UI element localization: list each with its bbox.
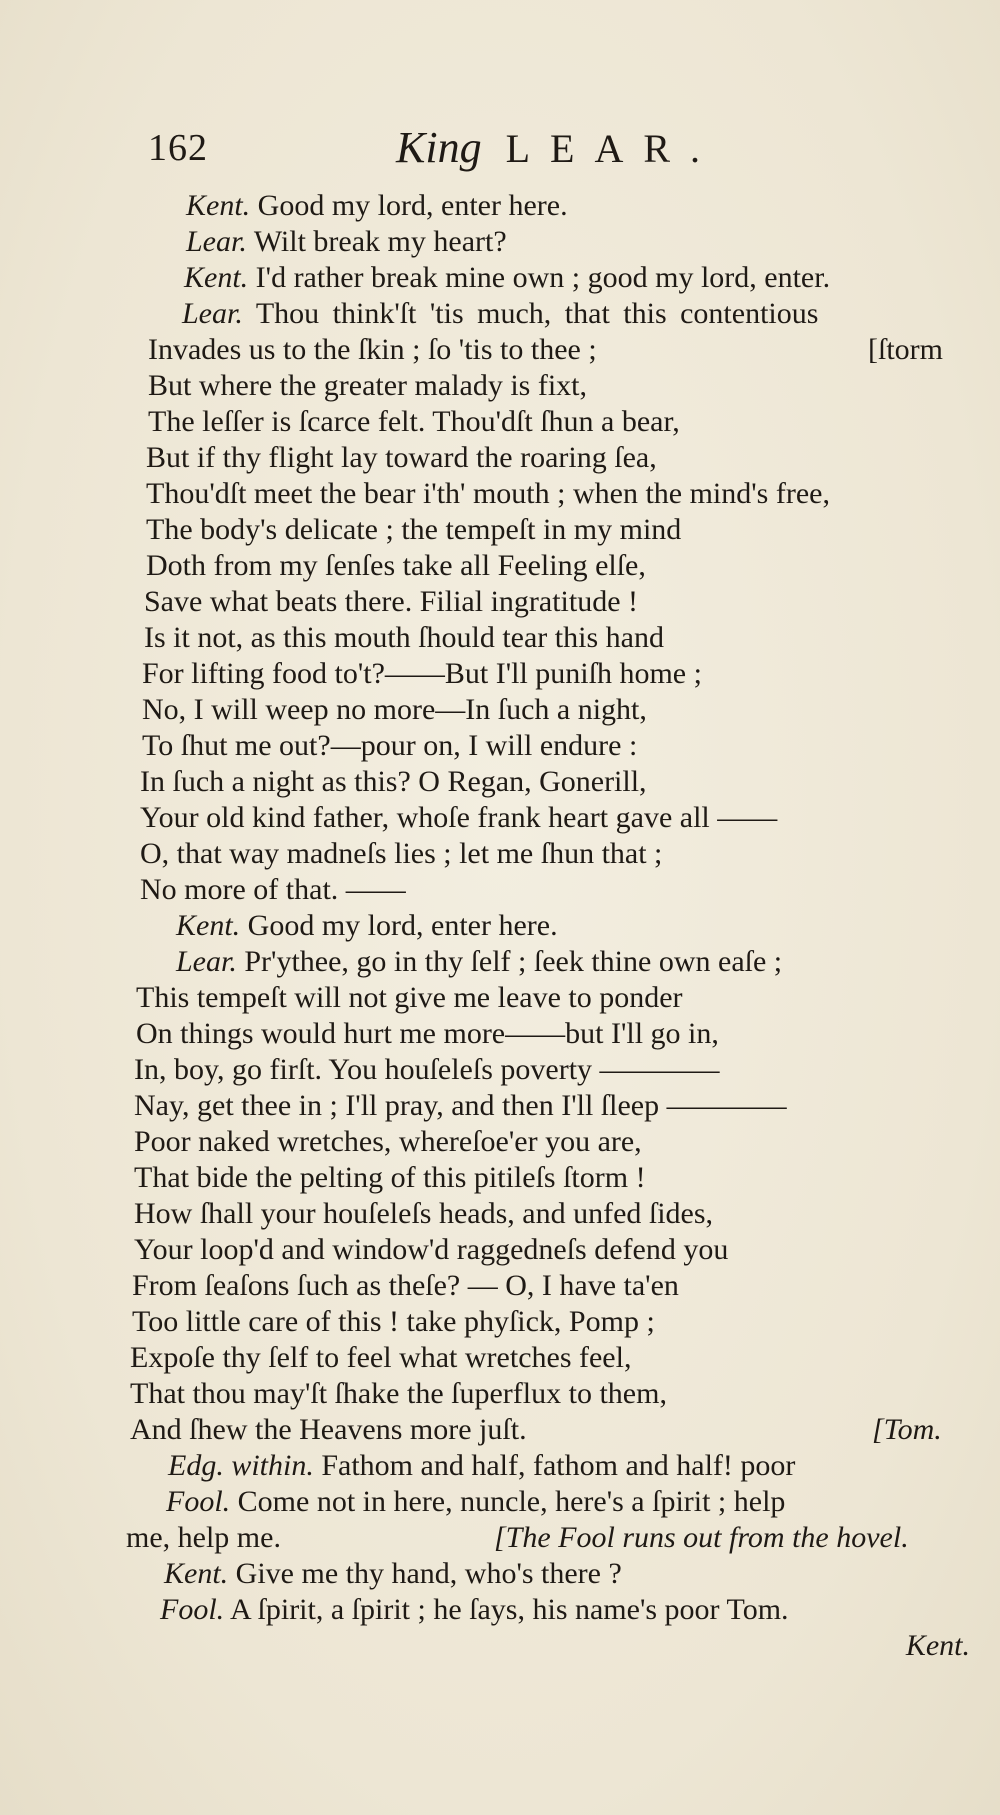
line-text: That thou may'ſt ſhake the ſuperflux to them,: [130, 1377, 667, 1410]
line-text: O, that way madneſs lies ; let me ſhun that ;: [140, 837, 663, 870]
stage-direction: [Tom.: [872, 1413, 942, 1446]
text-line: [168, 1448, 795, 1484]
text-line: [184, 260, 830, 296]
speaker-name: Edg. within.: [168, 1449, 314, 1482]
speaker-name: Fool.: [166, 1485, 231, 1518]
line-text: Come not in here, nuncle, here's a ſpirit ; help: [230, 1485, 786, 1518]
text-line: [134, 1160, 646, 1196]
text-line: [160, 1592, 789, 1628]
text-line: [134, 1052, 720, 1088]
text-line: [148, 332, 597, 368]
text-line: [176, 944, 782, 980]
speaker-name: Fool.: [160, 1593, 225, 1626]
text-line: [144, 620, 664, 656]
text-line: [176, 908, 558, 944]
speaker-name: Kent.: [164, 1557, 229, 1590]
line-text: Save what beats there. Filial ingratitude !: [144, 585, 639, 618]
line-text: me, help me.: [126, 1521, 281, 1554]
text-line: [182, 296, 818, 332]
text-line: [134, 1196, 713, 1232]
line-text: Thou'dſt meet the bear i'th' mouth ; when the mind's free,: [146, 477, 830, 510]
text-line: [140, 764, 647, 800]
line-text: Thou think'ſt 'tis much, that this contentious: [242, 297, 819, 330]
line-text: Too little care of this ! take phyſick, Pomp ;: [132, 1305, 655, 1338]
line-text: This tempeſt will not give me leave to ponder: [136, 981, 683, 1014]
line-text: Give me thy hand, who's there ?: [228, 1557, 622, 1590]
line-text: The body's delicate ; the tempeſt in my mind: [146, 513, 682, 546]
title-caps: LEAR.: [505, 126, 721, 171]
text-line: [142, 656, 702, 692]
text-line: [186, 188, 568, 224]
line-text: Your loop'd and window'd raggedneſs defend you: [134, 1233, 729, 1266]
line-text: In, boy, go firſt. You houſeleſs poverty ————: [134, 1053, 720, 1086]
line-text: But where the greater malady is fixt,: [148, 369, 588, 402]
text-line: [132, 1268, 679, 1304]
line-text: A ſpirit, a ſpirit ; he ſays, his name's poor Tom.: [224, 1593, 789, 1626]
line-text: Expoſe thy ſelf to feel what wretches feel,: [130, 1341, 632, 1374]
speaker-name: Kent.: [186, 189, 251, 222]
text-line: [134, 1124, 642, 1160]
text-line: [142, 692, 647, 728]
stage-direction: [The Fool runs out from the hovel.: [494, 1521, 909, 1554]
running-title: [396, 118, 720, 179]
text-line: [134, 1232, 728, 1268]
text-line: [140, 836, 662, 872]
text-line: [134, 1088, 787, 1124]
line-text: From ſeaſons ſuch as theſe? — O, I have ta'en: [132, 1269, 679, 1302]
text-line: [130, 1376, 667, 1412]
line-text: Nay, get thee in ; I'll pray, and then I'll ſleep ————: [134, 1089, 787, 1122]
line-text: Wilt break my heart?: [246, 225, 507, 258]
text-line: [148, 404, 680, 440]
line-text: Invades us to the ſkin ; ſo 'tis to thee ;: [148, 333, 597, 366]
text-line: [186, 224, 507, 260]
text-line: [130, 1412, 527, 1448]
line-text: The leſſer is ſcarce felt. Thou'dſt ſhun a bear,: [148, 405, 680, 438]
text-line: [132, 1304, 655, 1340]
line-text: I'd rather break mine own ; good my lord, enter.: [248, 261, 831, 294]
text-line: [146, 512, 681, 548]
line-text: Good my lord, enter here.: [240, 909, 558, 942]
text-line: [146, 476, 830, 512]
text-line: [146, 440, 657, 476]
line-text: Fathom and half, fathom and half! poor: [313, 1449, 796, 1482]
line-text: But if thy flight lay toward the roaring ſea,: [146, 441, 657, 474]
page-number: 162: [148, 127, 208, 169]
text-line: [166, 1484, 785, 1520]
text-line: [140, 872, 406, 908]
text-line: [140, 800, 777, 836]
speaker-name: Kent.: [184, 261, 249, 294]
line-text: On things would hurt me more——but I'll go in,: [136, 1017, 719, 1050]
line-text: How ſhall your houſeleſs heads, and unfed ſides,: [134, 1197, 714, 1230]
text-line: [146, 548, 646, 584]
text-line: [142, 728, 637, 764]
text-line: [126, 1520, 281, 1556]
speaker-name: Lear.: [176, 945, 237, 978]
running-header: [148, 118, 721, 178]
text-line: [136, 1016, 719, 1052]
title-italic: King: [396, 123, 482, 172]
line-text: Good my lord, enter here.: [250, 189, 568, 222]
line-text: Poor naked wretches, whereſoe'er you are,: [134, 1125, 642, 1158]
stage-direction: [ſtorm: [868, 333, 943, 366]
text-line: [130, 1340, 631, 1376]
line-text: Is it not, as this mouth ſhould tear this hand: [144, 621, 664, 654]
speaker-name: Lear.: [186, 225, 247, 258]
speaker-name: Lear.: [182, 297, 243, 330]
line-text: No more of that. ——: [140, 873, 406, 906]
line-text: Your old kind father, whoſe frank heart gave all ——: [140, 801, 778, 834]
line-text: That bide the pelting of this pitileſs ſtorm !: [134, 1161, 646, 1194]
text-line: [144, 584, 638, 620]
line-text: No, I will weep no more—In ſuch a night,: [142, 693, 647, 726]
text-line: [148, 368, 587, 404]
text-line: [164, 1556, 622, 1592]
line-text: Pr'ythee, go in thy ſelf ; ſeek thine own eaſe ;: [236, 945, 783, 978]
catchword: Kent.: [905, 1629, 970, 1662]
line-text: For lifting food to't?——But I'll puniſh home ;: [142, 657, 702, 690]
line-text: And ſhew the Heavens more juſt.: [130, 1413, 527, 1446]
line-text: In ſuch a night as this? O Regan, Gonerill,: [140, 765, 647, 798]
speaker-name: Kent.: [176, 909, 241, 942]
line-text: To ſhut me out?—pour on, I will endure :: [142, 729, 638, 762]
line-text: Doth from my ſenſes take all Feeling elſe,: [146, 549, 646, 582]
text-line: [136, 980, 683, 1016]
